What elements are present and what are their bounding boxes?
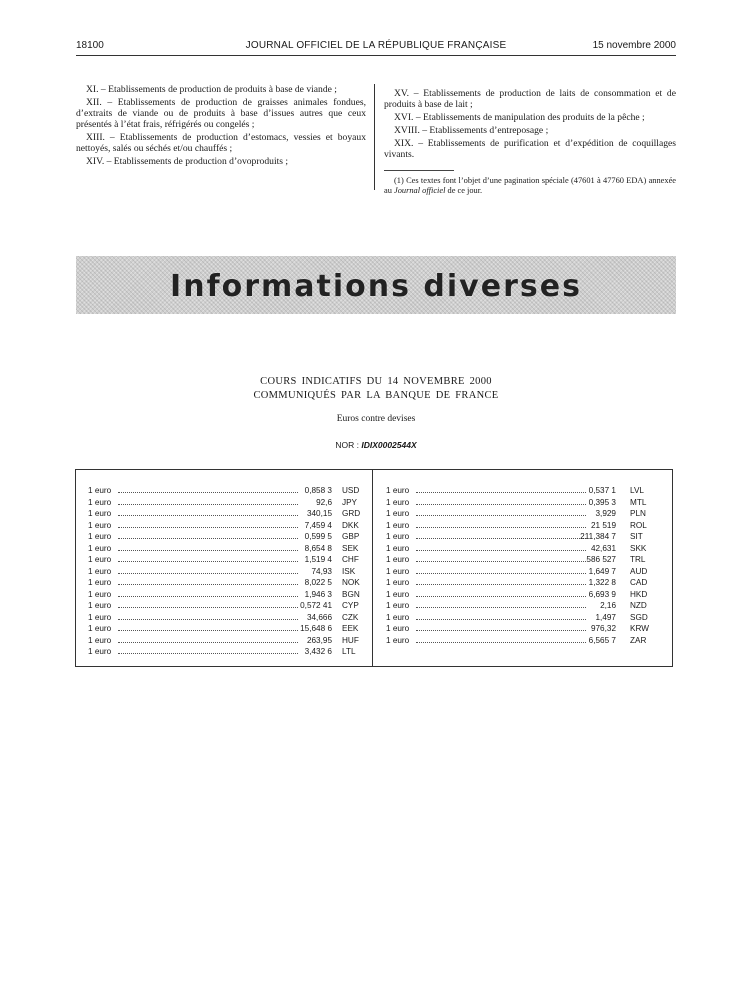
- leader-dots: [118, 515, 298, 516]
- leader-dots: [118, 653, 298, 654]
- leader-dots: [118, 630, 298, 631]
- rate-value: 0,395 3: [588, 497, 616, 507]
- rate-value: 0,858 3: [304, 486, 332, 495]
- rates-heading-line1: COURS INDICATIFS DU 14 NOVEMBRE 2000: [260, 376, 492, 387]
- nor-label: NOR :: [335, 440, 359, 450]
- section-title: Informations diverses: [170, 269, 582, 304]
- currency-code: JPY: [342, 497, 358, 507]
- rate-value: 976,32: [590, 624, 616, 633]
- leader-dots: [118, 527, 298, 528]
- rate-row: [88, 554, 360, 566]
- table-divider: [372, 470, 373, 666]
- currency-code: SEK: [342, 543, 359, 553]
- currency-code: ZAR: [630, 635, 647, 645]
- leader-dots: [416, 561, 586, 562]
- leader-dots: [416, 642, 586, 643]
- rate-value: 211,384 7: [580, 532, 616, 541]
- leader-dots: [416, 630, 586, 631]
- currency-code: BGN: [342, 589, 360, 599]
- rate-unit: 1 euro: [386, 532, 410, 541]
- currency-code: HKD: [630, 589, 648, 599]
- paragraph: XIII. – Etablissements de production d’estomacs, vessies et boyaux nettoyés, salés ou séchés et/ou chauffés ;: [76, 132, 366, 154]
- rate-value: 6,565 7: [588, 635, 616, 645]
- leader-dots: [118, 504, 298, 505]
- currency-code: GRD: [342, 509, 361, 518]
- rate-row: [88, 531, 360, 543]
- leader-dots: [416, 538, 586, 539]
- publication-date: 15 novembre 2000: [592, 40, 676, 51]
- currency-code: ROL: [630, 520, 647, 530]
- rate-row: [386, 577, 648, 589]
- rate-row: [88, 577, 360, 589]
- rate-row: [386, 508, 648, 520]
- rate-row: [386, 566, 648, 578]
- journal-title: JOURNAL OFFICIEL DE LA RÉPUBLIQUE FRANÇAISE: [245, 40, 507, 51]
- rate-value: 0,537 1: [588, 486, 616, 495]
- rate-unit: 1 euro: [386, 589, 410, 599]
- rate-unit: 1 euro: [88, 543, 112, 553]
- rate-row: [88, 520, 360, 532]
- leader-dots: [118, 642, 298, 643]
- rate-value: 586 527: [586, 555, 616, 564]
- currency-code: LTL: [342, 647, 356, 656]
- rate-value: 21 519: [590, 520, 616, 530]
- currency-code: CYP: [342, 601, 359, 610]
- leader-dots: [416, 550, 586, 551]
- section-banner: [76, 256, 676, 314]
- footnote: [384, 176, 676, 196]
- rate-unit: 1 euro: [386, 635, 410, 645]
- leader-dots: [416, 515, 586, 516]
- rate-value: 34,666: [306, 612, 332, 622]
- rate-unit: 1 euro: [386, 520, 410, 530]
- rate-unit: 1 euro: [88, 509, 112, 518]
- leader-dots: [416, 492, 586, 493]
- currency-code: KRW: [630, 624, 649, 633]
- footnote-journal-ref: Journal officiel: [394, 186, 446, 195]
- leader-dots: [416, 619, 586, 620]
- currency-code: HUF: [342, 635, 359, 645]
- rate-row: [88, 600, 360, 612]
- rate-unit: 1 euro: [88, 635, 112, 645]
- left-column: [76, 84, 366, 169]
- rate-value: 3,432 6: [304, 647, 332, 656]
- rate-row: [88, 589, 360, 601]
- paragraph: XV. – Etablissements de production de laits de consommation et de produits à base de lait ;: [384, 88, 676, 110]
- rate-row: [386, 600, 648, 612]
- rate-unit: 1 euro: [386, 543, 410, 553]
- rates-heading-line2: COMMUNIQUÉS PAR LA BANQUE DE FRANCE: [253, 390, 499, 401]
- rate-row: [386, 531, 648, 543]
- rate-row: [88, 612, 360, 624]
- paragraph: XI. – Etablissements de production de produits à base de viande ;: [86, 84, 337, 95]
- rate-unit: 1 euro: [88, 486, 112, 495]
- rate-value: 0,599 5: [304, 532, 332, 541]
- leader-dots: [118, 607, 298, 608]
- rate-unit: 1 euro: [386, 509, 410, 518]
- rate-unit: 1 euro: [386, 612, 410, 622]
- rate-value: 1,649 7: [588, 566, 616, 576]
- rate-row: [88, 566, 360, 578]
- rate-unit: 1 euro: [88, 566, 112, 576]
- right-column: [384, 88, 676, 198]
- rate-row: [88, 497, 360, 509]
- rate-value: 8,022 5: [304, 578, 332, 587]
- rate-row: [386, 543, 648, 555]
- currency-code: EEK: [342, 624, 359, 633]
- rate-value: 8,654 8: [304, 543, 332, 553]
- currency-code: GBP: [342, 532, 360, 541]
- rate-row: [88, 646, 360, 658]
- rate-row: [386, 497, 648, 509]
- leader-dots: [416, 596, 586, 597]
- leader-dots: [118, 561, 298, 562]
- rate-unit: 1 euro: [386, 601, 410, 610]
- rates-left-column: [88, 485, 360, 658]
- paragraph: XVI. – Etablissements de manipulation des produits de la pêche ;: [394, 112, 645, 123]
- leader-dots: [416, 527, 586, 528]
- leader-dots: [416, 573, 586, 574]
- rate-unit: 1 euro: [88, 532, 112, 541]
- rate-value: 7,459 4: [304, 520, 332, 530]
- rate-value: 6,693 9: [588, 589, 616, 599]
- currency-code: AUD: [630, 566, 648, 576]
- leader-dots: [118, 538, 298, 539]
- rate-unit: 1 euro: [88, 589, 112, 599]
- article-continuation: [76, 84, 676, 194]
- rate-value: 1,519 4: [304, 555, 332, 564]
- footnote-suffix: de ce jour.: [447, 186, 483, 195]
- column-divider: [374, 84, 375, 190]
- rates-right-column: [386, 485, 648, 646]
- leader-dots: [118, 550, 298, 551]
- rate-value: 263,95: [306, 635, 332, 645]
- rate-row: [386, 589, 648, 601]
- currency-code: TRL: [630, 555, 646, 564]
- leader-dots: [416, 504, 586, 505]
- rate-value: 1,946 3: [304, 589, 332, 599]
- currency-code: NOK: [342, 578, 360, 587]
- currency-code: SKK: [630, 543, 647, 553]
- rate-unit: 1 euro: [88, 578, 112, 587]
- rate-value: 3,929: [595, 509, 616, 518]
- header-rule: [76, 55, 676, 56]
- currency-code: DKK: [342, 520, 359, 530]
- rate-value: 0,572 41: [300, 601, 332, 610]
- rate-unit: 1 euro: [88, 612, 112, 622]
- rate-value: 340,15: [306, 509, 332, 518]
- rate-unit: 1 euro: [88, 497, 112, 507]
- leader-dots: [118, 596, 298, 597]
- rate-unit: 1 euro: [386, 497, 410, 507]
- paragraph: XVIII. – Etablissements d’entreposage ;: [394, 125, 549, 136]
- page-header: [76, 40, 676, 54]
- rate-unit: 1 euro: [386, 566, 410, 576]
- rate-row: [88, 508, 360, 520]
- rate-unit: 1 euro: [386, 486, 410, 495]
- rate-unit: 1 euro: [88, 647, 112, 656]
- currency-code: PLN: [630, 509, 646, 518]
- rate-row: [88, 543, 360, 555]
- rate-row: [88, 623, 360, 635]
- leader-dots: [416, 607, 586, 608]
- rates-subtitle: Euros contre devises: [336, 414, 416, 424]
- nor-reference: [76, 440, 676, 450]
- leader-dots: [416, 584, 586, 585]
- leader-dots: [118, 573, 298, 574]
- currency-code: NZD: [630, 601, 647, 610]
- currency-code: ISK: [342, 566, 356, 576]
- footnote-text: (1) Ces textes font l’objet d’une pagination spéciale (47601 à 47760 EDA) annexée au: [384, 176, 676, 195]
- rate-row: [88, 485, 360, 497]
- leader-dots: [118, 619, 298, 620]
- page-number: 18100: [76, 40, 104, 51]
- rate-unit: 1 euro: [88, 520, 112, 530]
- footnote-rule: [384, 170, 454, 171]
- currency-code: LVL: [630, 486, 644, 495]
- rate-value: 2,16: [600, 601, 616, 610]
- rate-value: 1,322 8: [588, 578, 616, 587]
- rate-row: [386, 635, 648, 647]
- currency-code: CAD: [630, 578, 648, 587]
- rate-unit: 1 euro: [88, 555, 112, 564]
- rate-unit: 1 euro: [386, 555, 410, 564]
- rate-row: [386, 554, 648, 566]
- currency-code: CHF: [342, 555, 359, 564]
- rate-value: 74,93: [311, 566, 332, 576]
- currency-code: SGD: [630, 612, 648, 622]
- currency-code: SIT: [630, 532, 643, 541]
- paragraph: XIX. – Etablissements de purification et d’expédition de coquillages vivants.: [384, 138, 676, 160]
- rate-unit: 1 euro: [88, 624, 112, 633]
- rate-row: [386, 612, 648, 624]
- leader-dots: [118, 584, 298, 585]
- rate-unit: 1 euro: [88, 601, 112, 610]
- rate-value: 42,631: [590, 543, 616, 553]
- rate-value: 1,497: [595, 612, 616, 622]
- rate-unit: 1 euro: [386, 624, 410, 633]
- rate-unit: 1 euro: [386, 578, 410, 587]
- paragraph: XII. – Etablissements de production de graisses animales fondues, d’extraits de viande ou de produits à base d’issues autres que ceux présentés à l’état frais, réfrigérés ou congelés ;: [76, 97, 366, 130]
- paragraph: XIV. – Etablissements de production d’ovoproduits ;: [86, 156, 289, 167]
- rate-row: [88, 635, 360, 647]
- currency-code: CZK: [342, 612, 359, 622]
- nor-value: IDIX0002544X: [361, 440, 417, 450]
- rate-value: 15,648 6: [300, 624, 332, 633]
- leader-dots: [118, 492, 298, 493]
- rate-row: [386, 485, 648, 497]
- currency-code: USD: [342, 486, 360, 495]
- rate-value: 92,6: [316, 497, 332, 507]
- rate-row: [386, 623, 648, 635]
- exchange-rates-table: [75, 469, 673, 667]
- rate-row: [386, 520, 648, 532]
- currency-code: MTL: [630, 497, 647, 507]
